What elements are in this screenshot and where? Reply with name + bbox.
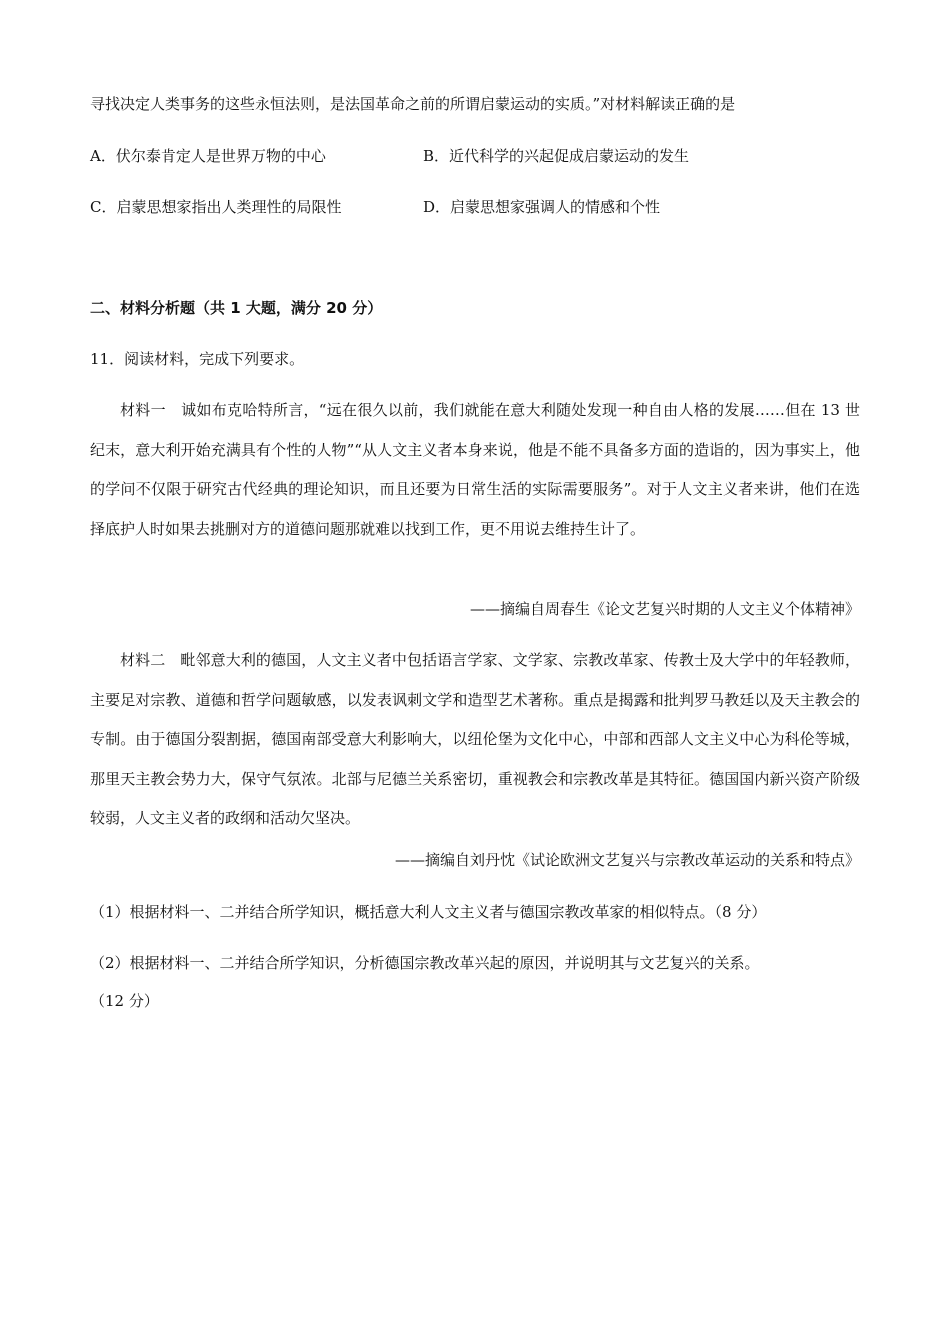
option-a[interactable]: A．伏尔泰肯定人是世界万物的中心 bbox=[90, 147, 326, 165]
material-one-paragraph: 材料一 诚如布克哈特所言，“远在很久以前，我们就能在意大利随处发现一种自由人格的发展……但在 13 世纪末，意大利开始充满具有个性的人物”“从人文主义者本身来说，他是不能不具备多方面的造诣的，因为事实上，他的学问不仅限于研究古代经典的理论知识，而且还要为日常生活的实际需要服务”。对于人文主义者来讲，他们在选择底护人时如果去挑删对方的道德问题那就难以找到工作，更不用说去维持生计了。 bbox=[90, 401, 860, 538]
sub-question-1: （1）根据材料一、二并结合所学知识，概括意大利人文主义者与德国宗教改革家的相似特点。（8 分） bbox=[90, 903, 767, 921]
sub-question-2: （2）根据材料一、二并结合所学知识，分析德国宗教改革兴起的原因，并说明其与文艺复兴的关系。 bbox=[90, 954, 760, 972]
question-stem: 11．阅读材料，完成下列要求。 bbox=[90, 350, 305, 368]
material-two-paragraph: 材料二 毗邻意大利的德国，人文主义者中包括语言学家、文学家、宗教改革家、传教士及大学中的年轻教师，主要足对宗教、道德和哲学问题敏感，以发表讽刺文学和造型艺术著称。重点是揭露和批判罗马教廷以及天主教会的专制。由于德国分裂割据，德国南部受意大利影响大，以纽伦堡为文化中心，中部和西部人文主义中心为科伦等城，那里天主教会势力大，保守气氛浓。北部与尼德兰关系密切，重视教会和宗教改革是其特征。德国国内新兴资产阶级较弱，人文主义者的政纲和活动欠坚决。 bbox=[90, 651, 860, 827]
option-b[interactable]: B．近代科学的兴起促成启蒙运动的发生 bbox=[423, 147, 690, 165]
sub-question-2-points: （12 分） bbox=[90, 992, 159, 1010]
option-d[interactable]: D．启蒙思想家强调人的情感和个性 bbox=[423, 198, 661, 216]
material-two-source: ——摘编自刘丹忱《试论欧洲文艺复兴与宗教改革运动的关系和特点》 bbox=[394, 851, 860, 869]
option-c[interactable]: C．启蒙思想家指出人类理性的局限性 bbox=[90, 198, 342, 216]
intro-line: 寻找决定人类事务的这些永恒法则，是法国革命之前的所谓启蒙运动的实质。”对材料解读正确的是 bbox=[90, 95, 736, 113]
material-one-source: ——摘编自周春生《论文艺复兴时期的人文主义个体精神》 bbox=[469, 600, 860, 618]
section-heading: 二、材料分析题（共 1 大题，满分 20 分） bbox=[90, 299, 383, 317]
